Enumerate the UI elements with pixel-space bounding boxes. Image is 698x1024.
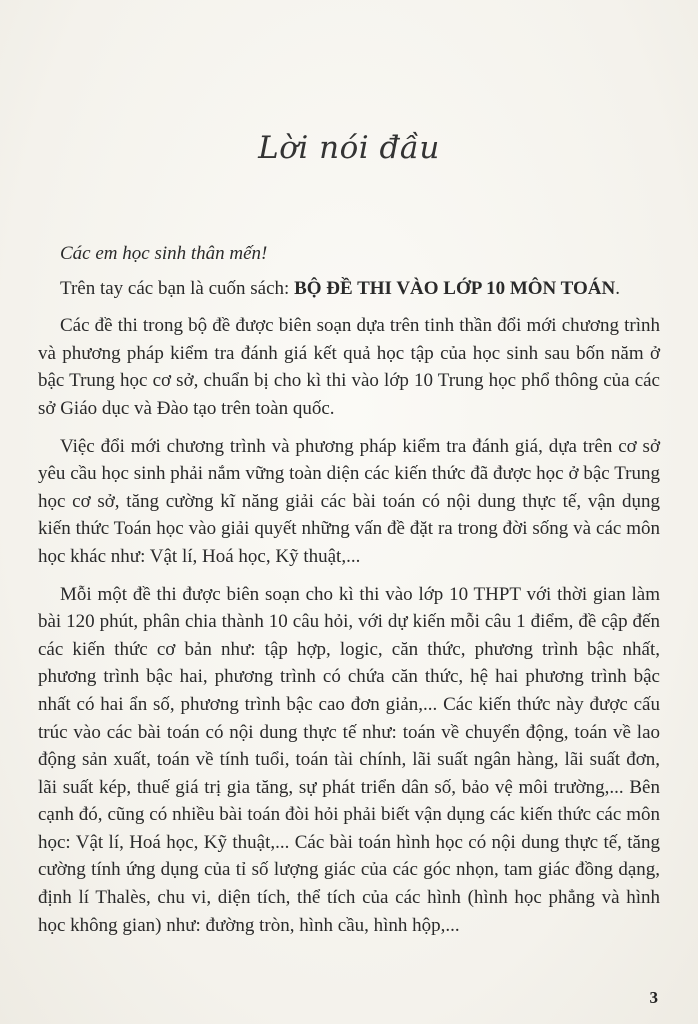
paragraph-1: Các đề thi trong bộ đề được biên soạn dựa trên tinh thần đổi mới chương trình và phương pháp kiểm tra đánh giá kết quả học tập của học sinh sau bốn năm ở bậc Trung học cơ sở, chuẩn bị cho kì thi vào lớp 10 Trung học phổ thông của các sở Giáo dục và Đào tạo trên toàn quốc. — [38, 315, 660, 419]
page-number: 3 — [649, 988, 658, 1007]
greeting: Các em học sinh thân mến! — [60, 243, 268, 264]
intro-paragraph — [38, 275, 660, 303]
page-title: Lời nói đầu — [258, 130, 440, 166]
paragraph-3: Mỗi một đề thi được biên soạn cho kì thi vào lớp 10 THPT với thời gian làm bài 120 phút, phân chia thành 10 câu hỏi, với dự kiến mỗi câu 1 điểm, đề cập đến các kiến thức cơ bản như: tập hợp, logic, căn thức, phương trình bậc nhất, phương trình bậc hai, phương trình có chứa căn thức, hệ hai phương trình bậc nhất có hai ẩn số, phương trình bậc cao đơn giản,... Các kiến thức này được cấu trúc vào các bài toán có nội dung thực tế như: toán về chuyển động, toán về lao động sản xuất, toán về tính tuổi, toán tài chính, lãi suất ngân hàng, lãi suất đơn, lãi suất kép, thuế giá trị gia tăng, sự phát triển dân số, bảo vệ môi trường,... Bên cạnh đó, cũng có nhiều bài toán đòi hỏi phải biết vận dụng các kiến thức các môn học: Vật lí, Hoá học, Kỹ thuật,... Các bài toán hình học có nội dung thực tế, tăng cường tính ứng dụng của tỉ số lượng giác của các góc nhọn, tam giác đồng dạng, định lí Thalès, chu vi, diện tích, thể tích của các hình (hình học phẳng và hình học không gian) như: đường tròn, hình cầu, hình hộp,... — [38, 583, 660, 936]
preface-body — [38, 240, 660, 949]
paragraph-2: Việc đổi mới chương trình và phương pháp kiểm tra đánh giá, dựa trên cơ sở yêu cầu học sinh phải nắm vững toàn diện các kiến thức đã được học ở bậc Trung học cơ sở, tăng cường kĩ năng giải các bài toán có nội dung thực tế, vận dụng kiến thức Toán học vào giải quyết những vấn đề đặt ra trong đời sống và các môn học khác như: Vật lí, Hoá học, Kỹ thuật,... — [38, 435, 660, 567]
book-title: BỘ ĐỀ THI VÀO LỚP 10 MÔN TOÁN — [294, 277, 616, 299]
intro-end: . — [615, 277, 620, 299]
intro-text: Trên tay các bạn là cuốn sách: — [60, 277, 295, 299]
